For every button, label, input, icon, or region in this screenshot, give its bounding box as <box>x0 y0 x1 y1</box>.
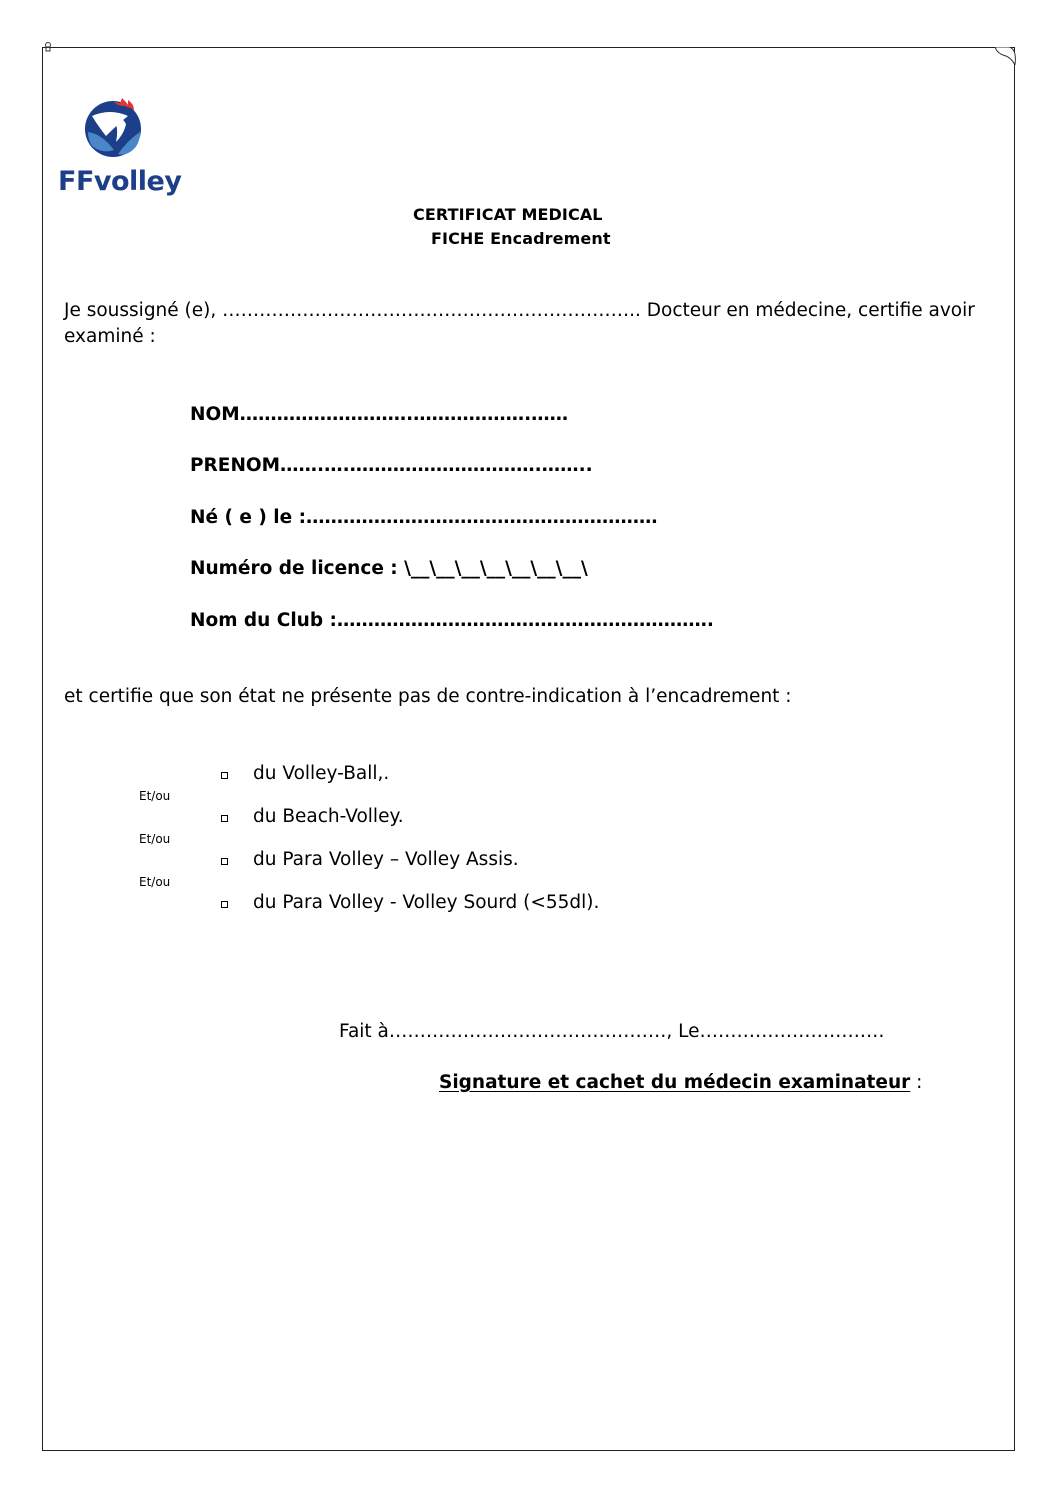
option-checkbox-beach-volley[interactable] <box>221 815 228 822</box>
nom-field[interactable]: NOM……………………….……………….…… <box>190 404 569 425</box>
option-label-volley-assis: du Para Volley – Volley Assis. <box>253 849 519 870</box>
signature-suffix: : <box>910 1072 923 1093</box>
licence-number-field[interactable]: Numéro de licence : \__\__\__\__\__\__\__\ <box>190 558 588 579</box>
pin-icon <box>44 42 52 52</box>
option-checkbox-volley-sourd[interactable] <box>221 901 228 908</box>
page-frame <box>42 47 1015 1451</box>
option-label-beach-volley: du Beach-Volley. <box>253 806 404 827</box>
document-title-line2: FICHE Encadrement <box>431 229 611 248</box>
place-and-date-field[interactable]: Fait à………………………………………, Le………………………… <box>339 1021 885 1042</box>
document-title-line1: CERTIFICAT MEDICAL <box>413 205 603 224</box>
signature-line <box>439 1072 922 1093</box>
certify-statement: et certifie que son état ne présente pas de contre-indication à l’encadrement : <box>64 686 792 707</box>
option-label-volley-ball: du Volley-Ball,. <box>253 763 390 784</box>
connector-et-ou-1: Et/ou <box>139 789 171 803</box>
option-checkbox-volley-ball[interactable] <box>221 772 228 779</box>
signature-label: Signature et cachet du médecin examinateur <box>439 1072 911 1093</box>
intro-line2: examiné : <box>64 326 156 347</box>
logo-text-value: FFvolley <box>58 166 182 197</box>
option-checkbox-volley-assis[interactable] <box>221 858 228 865</box>
page-curl-icon <box>995 47 1017 65</box>
ffvolley-logo <box>58 94 182 200</box>
logo-text <box>58 166 181 197</box>
club-name-field[interactable]: Nom du Club :……………………………………………………. <box>190 610 714 631</box>
connector-et-ou-2: Et/ou <box>139 832 171 846</box>
connector-et-ou-3: Et/ou <box>139 875 171 889</box>
prenom-field[interactable]: PRENOM…….….………………………….…….. <box>190 455 593 476</box>
date-of-birth-field[interactable]: Né ( e ) le :………………………………………………… <box>190 507 658 528</box>
option-label-volley-sourd: du Para Volley - Volley Sourd (<55dl). <box>253 892 600 913</box>
intro-line1: Je soussigné (e), ………………………………………………………….. Docteur en médecine, certifie avoir <box>64 300 975 321</box>
